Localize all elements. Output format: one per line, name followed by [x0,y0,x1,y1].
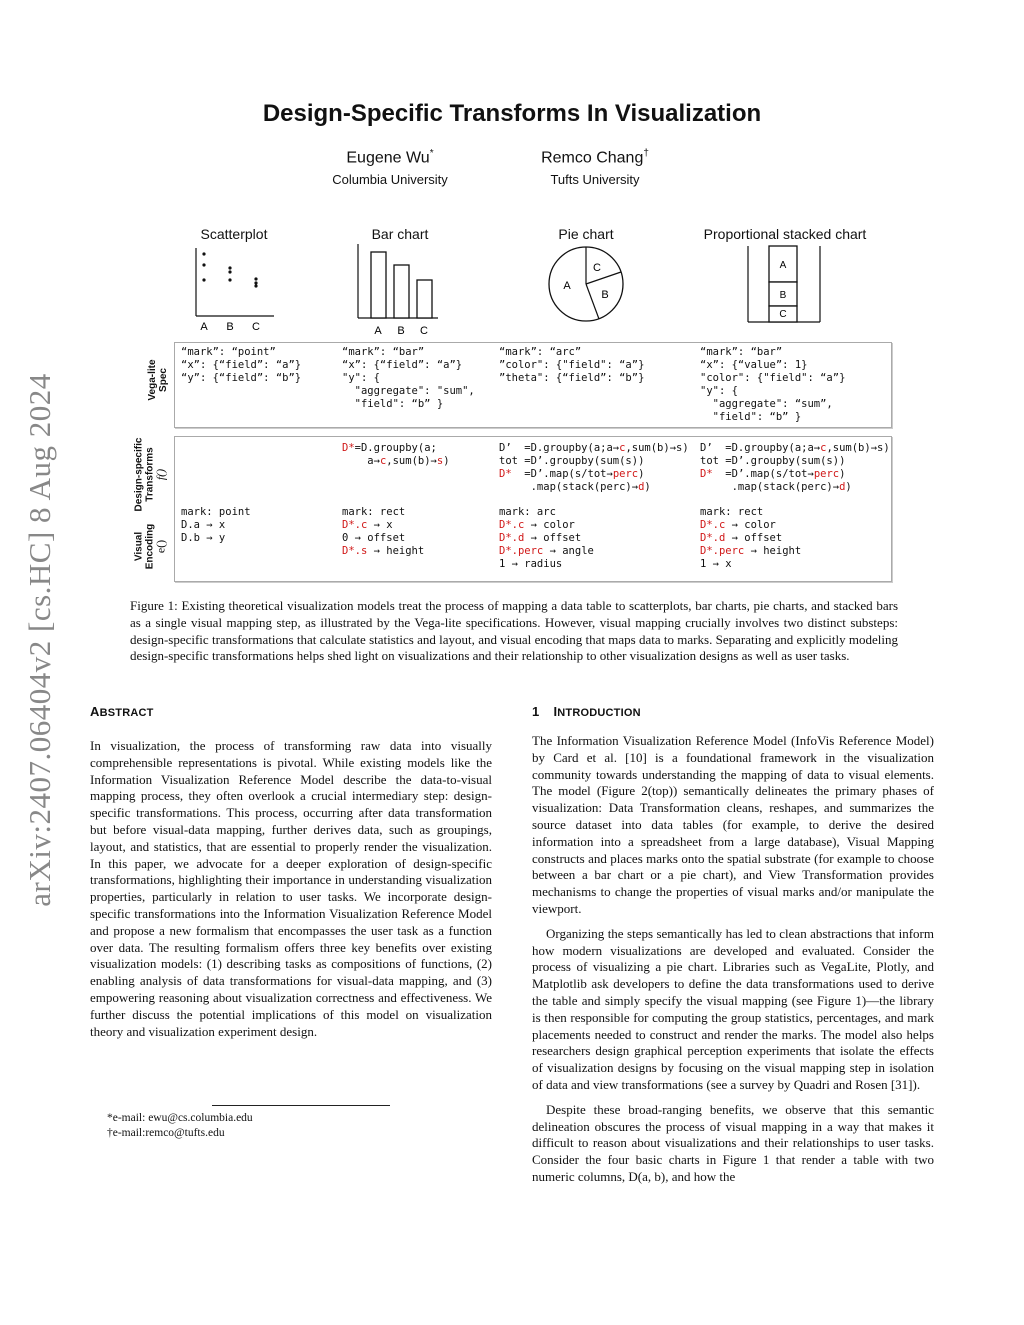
scatter-point [228,266,231,269]
spec-line: “mark”: “arc” [499,346,582,358]
scatterplot-title: Scatterplot [200,226,268,242]
pie-chart-title: Pie chart [558,226,614,242]
abstract-heading-cap: A [90,704,100,719]
transform-token: .map(stack(perc)→ [700,481,840,493]
row-label-encoding-line1: Visual [133,531,145,562]
transform-token: =D’.map(s/tot→ [511,468,613,480]
author-2-mark: † [643,148,649,159]
encoding-token: → height [744,545,802,557]
pie-slice-label: B [601,289,609,301]
encoding-token: → x [367,519,393,531]
abstract-heading [90,704,154,719]
transform-token: ) [638,468,645,480]
transform-token: tot =D’.groupby(sum(s)) [700,455,846,467]
author-1-name: Eugene Wu [346,149,430,167]
encoding-bar [342,506,424,558]
spec-line: “mark”: “bar” [342,346,425,358]
spec-line: “x”: {“field”: “a”} [342,359,463,371]
transform-token: .map(stack(perc)→ [499,481,639,493]
spec-line: ”color": {"field": “a”} [499,359,645,371]
transform-token: D’ =D.groupby(a;a→ [700,442,821,454]
intro-paragraph-2: Organizing the steps semantically has led to clean abstractions that inform how modern visualizations are developed and evaluated. Consider the process of visualizing a pie chart. Libraries such as VegaLite, Plotly, and Matplotlib ask developers to define the data transformations used to derive the table and simply specify the visual mapping (see Figure 1)—the library is then responsible for computing the group statistics, percentages, and mark placements needed to construct and render the marks. The model also helps researchers design graphical perception experiments that isolate the effects of visualization designs by focusing on the visual mapping step in isolation of data and view transformations (see a survey by Quadri and Rosen [31]). [532,925,934,1092]
scatter-x-label: B [226,321,234,333]
transform-token: tot =D’.groupby(sum(s)) [499,455,645,467]
intro-body [532,733,934,1194]
transform-token: ) [839,468,846,480]
transform-token: ,sum(b)→s) [625,442,689,454]
encoding-line: D.a → x [181,519,226,531]
transform-pie [499,442,689,494]
transform-token: D* [499,468,512,480]
row-label-spec-line1: Vega-lite [147,359,158,401]
stacked-chart [748,246,820,322]
row-label-transforms-line1: Design-specific [133,437,145,512]
author-1-mark: * [429,148,434,159]
spec-line: "y": { [700,385,738,397]
row-label-transforms-line2: Transforms [144,447,156,502]
spec-line: "color": {"field": “a”} [700,372,846,384]
spec-line: “mark”: “bar” [700,346,783,358]
encoding-token: D*.c [700,519,726,531]
transform-token: ) [845,481,852,493]
encoding-line: mark: rect [342,506,406,518]
intro-heading-rest: NTRODUCTION [557,707,641,719]
bar [394,265,409,318]
encoding-token: D*.c [342,519,368,531]
footnotes [107,1111,253,1141]
author-1 [300,148,480,187]
pie-chart [549,247,623,321]
encoding-token: → color [524,519,575,531]
spec-line: “y”: {“field”: “b”} [181,372,302,384]
encoding-token: → offset [725,532,783,544]
figure-caption: Figure 1: Existing theoretical visualization models treat the process of mapping a data table to scatterplots, bar charts, pie charts, and stacked bars as a single visual mapping step, as illustrated by the Vega-lite specifications. However, visual mapping crucially involves two distinct substeps: design-specific transformations that calculate statistics and layout, and visual encoding that maps data to marks. Separating and explicitly modeling design-specific transformations helps shed light on visualizations and their relationship to other visualization designs as well as user tasks. [130,598,898,664]
bar-x-label: A [374,325,382,337]
transform-bar [342,442,450,468]
transform-token: ) [644,481,651,493]
transform-token: =D.groupby(a; [354,442,437,454]
spec-line: “x”: {“field”: “a”} [181,359,302,371]
transform-token: perc [813,468,840,480]
pie-slice-label: C [593,262,601,274]
scatter-point [202,252,205,255]
arxiv-stamp: arXiv:2407.06404v2 [cs.HC] 8 Aug 2024 [22,373,57,907]
spec-line: "field": “b” } [342,398,444,410]
spec-line: "field": “b” } [700,411,802,423]
row-label-spec-line2: Spec [158,368,169,392]
scatter-point [228,270,231,273]
scatterplot [196,248,274,333]
spec-line: ”theta": {“field”: “b”} [499,372,645,384]
encoding-line: 0 → offset [342,532,406,544]
transform-token: D* [342,442,355,454]
scatter-point [254,277,257,280]
scatter-x-label: A [200,321,208,333]
spec-bar [342,346,475,411]
author-2-name: Remco Chang [541,149,644,167]
transform-token: D* [700,468,713,480]
figure-charts [170,240,890,340]
bar [371,252,386,318]
footnote-email-2: †e-mail:remco@tufts.edu [107,1127,225,1139]
intro-paragraph-3: Despite these broad-ranging benefits, we observe that this semantic delineation obscures the process of visual mapping in a way that makes it difficult to reason about visualizations and their relationships to user tasks. Consider the four basic charts in Figure 1 that render a table with two numeric columns, D(a, b), and how the [532,1101,934,1184]
encoding-scatter [181,506,251,545]
encoding-line: mark: rect [700,506,764,518]
intro-paragraph-1: The Information Visualization Reference Model (InfoVis Reference Model) by Card et al. [10] is a foundational framework in the visualization community towards understanding the mapping of data to visual elements. The model (Figure 2(top)) semantically delineates the primary phases of visualization: Data Transformation cleans, reshapes, and summarizes the source dataset into data tables (for example, to derive the desired information into a spreadsheet from a large database), Visual Mapping constructs and places marks onto the spatial substrate (for example to choose between a bar chart or a pie chart), and View Transformation provides mechanisms to change the properties of visual marks and/or manipulate the viewport. [532,733,934,916]
transform-token: ) [443,455,450,467]
encoding-token: D*.s [342,545,368,557]
encoding-line: D.b → y [181,532,226,544]
spec-stacked [700,346,845,424]
encoding-token: → offset [524,532,582,544]
bar-chart-title: Bar chart [371,226,429,242]
encoding-token: → height [367,545,425,557]
transform-token: =D’.map(s/tot→ [712,468,814,480]
row-label-encoding-line2: Encoding [144,523,156,570]
stacked-segment-label: A [779,260,787,271]
bar-x-label: C [420,325,428,337]
encoding-pie [499,506,594,571]
row-label-transforms-symbol: f() [153,468,168,481]
encoding-line: 1 → radius [499,558,563,570]
row-label-encoding-symbol: e() [153,539,168,554]
encoding-token: D*.d [499,532,525,544]
paper-title: Design-Specific Transforms In Visualization [262,100,762,127]
footnote-email-1: *e-mail: ewu@cs.columbia.edu [107,1112,253,1124]
scatter-point [254,281,257,284]
encoding-token: D*.perc [499,545,544,557]
transform-token: s [436,455,444,467]
bar-chart [358,244,438,337]
spec-line: "y": { [342,372,380,384]
abstract-body [90,738,492,1048]
spec-line: "aggregate": "sum", [342,385,475,397]
spec-line: “mark”: “point” [181,346,276,358]
transform-token: c [820,442,827,454]
encoding-token: D*.d [700,532,726,544]
footnote-rule [212,1105,390,1106]
pie-slice-label: A [563,280,571,292]
encoding-token: D*.c [499,519,525,531]
stacked-segment-label: B [779,290,787,301]
scatter-point [228,278,231,281]
spec-pie [499,346,644,385]
spec-line: "aggregate": “sum”, [700,398,833,410]
transform-token: c [379,455,387,467]
transform-token: c [619,442,626,454]
encoding-line: mark: arc [499,506,556,518]
author-2 [505,148,685,187]
transform-stacked [700,442,890,494]
intro-number: 1 [532,704,540,719]
encoding-line: mark: point [181,506,251,518]
stacked-segment-label: C [779,309,787,320]
encoding-token: D*.perc [700,545,745,557]
abstract-text: In visualization, the process of transforming raw data into visually comprehensible representations is pivotal. While existing models like the Information Visualization Reference Model describe the data-to-visual mapping process, they often overlook a crucial intermediary step: design-specific transformations. This process, occurring after data transformation but before visual-data mapping, further derives data, such as groupings, layout, and statistics, that are essential to properly render the visualization. In this paper, we advocate for a deeper exploration of design-specific transformations, highlighting their importance in understanding visualization properties, particularly in relation to user tasks. We incorporate design-specific transformations into the Information Visualization Reference Model and propose a new formalism that encompasses the user task as a function over data. The resulting formalism offers three key benefits over existing visualization models: (1) describing tasks as compositions of functions, (2) enabling analysis of data transformations for visual-data mapping, and (3) empowering reasoning about visualization correctness and effectiveness. We further discuss the potential implications of this model on visualization theory and visualization experiment design. [90,738,492,1039]
transform-token: perc [612,468,639,480]
scatter-point [254,284,257,287]
transform-token: d [638,481,645,493]
abstract-heading-rest: BSTRACT [99,707,154,719]
transform-token: d [839,481,846,493]
scatter-x-label: C [252,321,260,333]
transform-token: ,sum(b)→ [386,455,437,467]
intro-heading-cap: I [553,704,558,719]
encoding-token: → color [725,519,776,531]
intro-heading [532,704,641,719]
transform-token: D’ =D.groupby(a;a→ [499,442,620,454]
spec-line: “x”: {“value”: 1} [700,359,808,371]
bar-x-label: B [397,325,405,337]
encoding-stacked [700,506,801,571]
author-1-affiliation: Columbia University [332,172,448,188]
encoding-token: → angle [543,545,594,557]
transform-token: ,sum(b)→s) [826,442,890,454]
transform-token: a→ [367,455,380,467]
spec-scatter [181,346,301,385]
author-2-affiliation: Tufts University [550,172,640,188]
bar [417,280,432,318]
stacked-chart-title: Proportional stacked chart [703,226,867,242]
scatter-point [202,278,205,281]
scatter-point [202,263,205,266]
encoding-line: 1 → x [700,558,732,570]
